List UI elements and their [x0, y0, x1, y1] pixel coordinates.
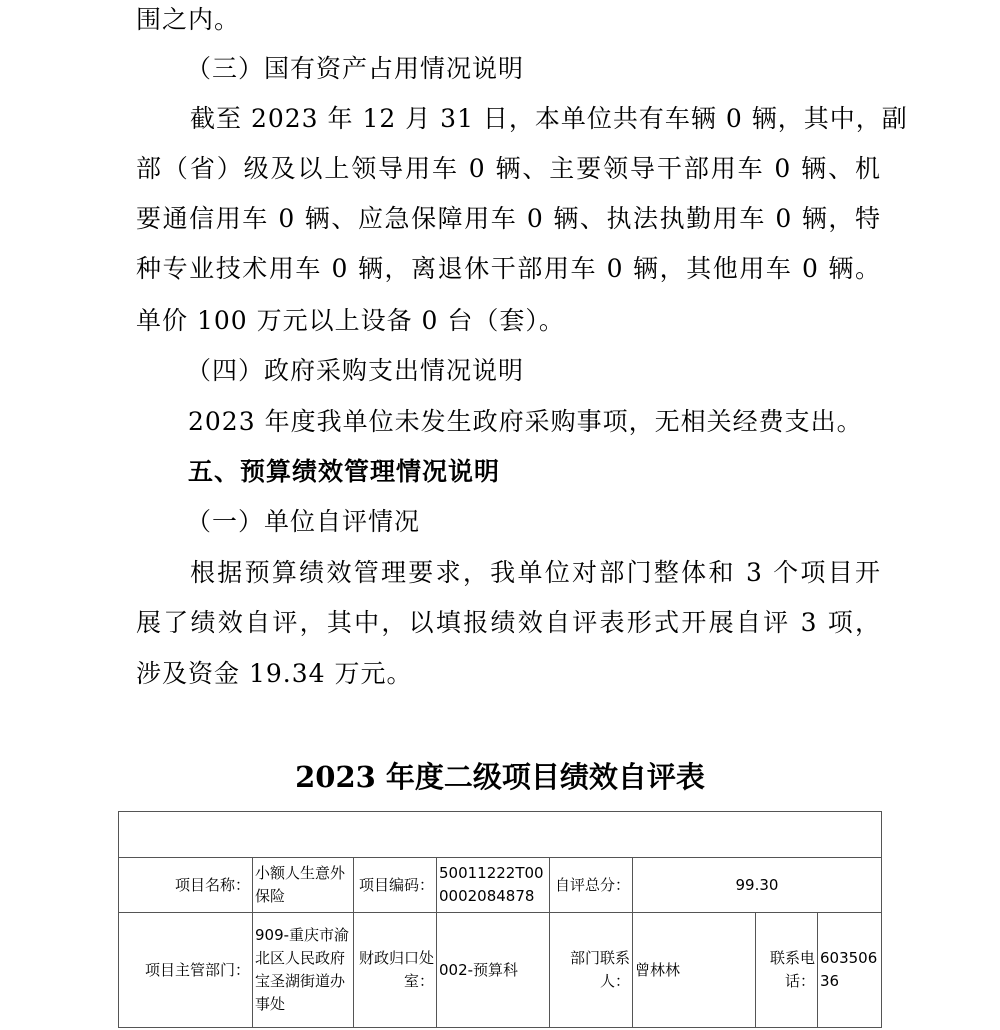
self-score-value: 99.30 — [633, 858, 882, 913]
paragraph-line: 根据预算绩效管理要求，我单位对部门整体和 3 个项目开 — [190, 558, 881, 587]
section-heading-performance: 五、预算绩效管理情况说明 — [188, 457, 501, 486]
table-title: 2023 年度二级项目绩效自评表 — [295, 760, 705, 794]
paragraph-line: 种专业技术用车 0 辆，离退休干部用车 0 辆，其他用车 0 辆。 — [136, 254, 881, 283]
paragraph-line: 要通信用车 0 辆、应急保障用车 0 辆、执法执勤用车 0 辆，特 — [136, 204, 881, 233]
paragraph-line: 涉及资金 19.34 万元。 — [136, 659, 413, 688]
project-code-value: 50011222T000002084878 — [437, 858, 550, 913]
section-heading-self-evaluation: （一）单位自评情况 — [186, 507, 421, 536]
paragraph-line: 2023 年度我单位未发生政府采购事项，无相关经费支出。 — [188, 407, 863, 436]
paragraph-line: 部（省）级及以上领导用车 0 辆、主要领导干部用车 0 辆、机 — [136, 154, 881, 183]
paragraph-line: 围之内。 — [136, 5, 241, 34]
contact-label: 部门联系人： — [550, 913, 633, 1028]
evaluation-table — [118, 811, 882, 1028]
contact-value: 曾林林 — [633, 913, 756, 1028]
project-name-label: 项目名称： — [119, 858, 253, 913]
paragraph-line: 截至 2023 年 12 月 31 日，本单位共有车辆 0 辆，其中，副 — [190, 104, 908, 133]
dept-value: 909-重庆市渝北区人民政府宝圣湖街道办事处 — [253, 913, 354, 1028]
project-name-value: 小额人生意外保险 — [253, 858, 354, 913]
self-score-label: 自评总分： — [550, 858, 633, 913]
paragraph-line: 单价 100 万元以上设备 0 台（套）。 — [136, 306, 565, 335]
phone-value: 60350636 — [818, 913, 882, 1028]
table-header-cell — [119, 812, 882, 858]
phone-label: 联系电话： — [756, 913, 818, 1028]
finance-value: 002-预算科 — [437, 913, 550, 1028]
project-code-label: 项目编码： — [354, 858, 437, 913]
table-row — [119, 858, 882, 913]
section-heading-procurement: （四）政府采购支出情况说明 — [186, 356, 525, 385]
section-heading-assets: （三）国有资产占用情况说明 — [186, 54, 525, 83]
finance-label: 财政归口处室： — [354, 913, 437, 1028]
dept-label: 项目主管部门： — [119, 913, 253, 1028]
paragraph-line: 展了绩效自评，其中，以填报绩效自评表形式开展自评 3 项， — [136, 608, 881, 637]
table-header-row — [119, 812, 882, 858]
table-row — [119, 913, 882, 1028]
